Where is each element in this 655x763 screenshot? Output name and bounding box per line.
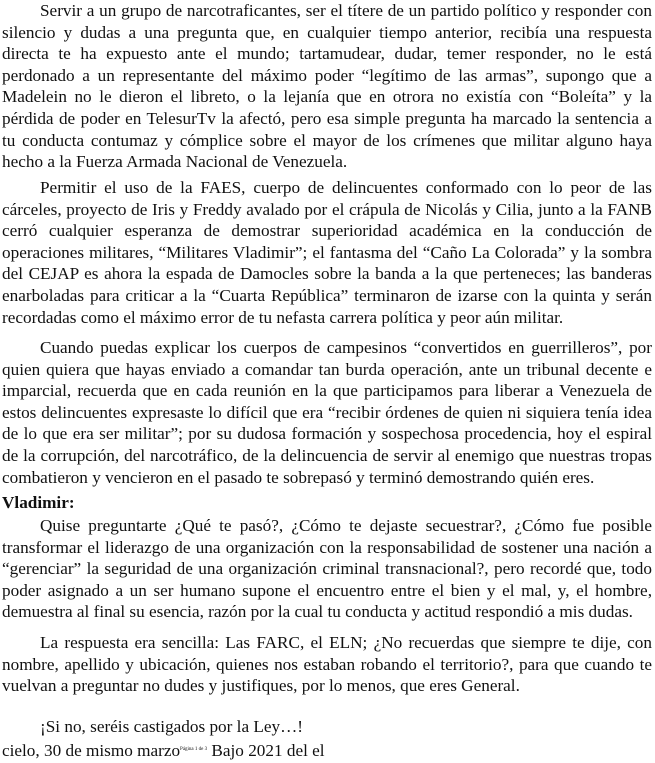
paragraph-3: Cuando puedas explicar los cuerpos de campesinos “convertidos en guerrilleros”, por quien quiera que hayas enviado a comandar tan burda operación, ante un tribunal decente e imparcial, recuerda que en cada reunión en la que participamos para liberar a Venezuela de estos delincuentes expresaste lo difícil que era “recibir órdenes de quien ni siquiera tenía idea de lo que era ser militar”; por su dudosa formación y sospechosa procedencia, hoy el espiral de la corrupción, del narcotráfico, de la delincuencia de servir al enemigo que nuestras tropas combatieron y vencieron en el pasado te sobrepasó y terminó demostrando quién eres.: [2, 338, 652, 487]
footer-part-1: cielo, 30 de: [2, 741, 82, 760]
closing-line: ¡Si no, seréis castigados por la Ley…!: [40, 717, 303, 736]
page-number-note: Página 1 de 3: [180, 747, 208, 752]
paragraph-4: Quise preguntarte ¿Qué te pasó?, ¿Cómo te dejaste secuestrar?, ¿Cómo fue posible transformar el liderazgo de una organización con la responsabilidad de sostener una nación a “gerenciar” la seguridad de una organización criminal transnacional?, pero recordé que, todo poder asignado a un ser humano supone el encuentro entre el bien y el mal, y, el hombre, demuestra al final su esencia, razón por la cual tu conducta y actitud respondió a mis dudas.: [2, 516, 652, 622]
footer-part-6: del el: [286, 741, 325, 760]
footer-part-3: marzo: [137, 741, 181, 760]
paragraph-2: Permitir el uso de la FAES, cuerpo de delincuentes conformado con lo peor de las cárceles, proyecto de Iris y Freddy avalado por el crápula de Nicolás y Cilia, junto a la FANB cerró cualquier esperanza de demostrar superioridad académica en la conducción de operaciones militares, “Militares Vladimir”; el fantasma del “Caño La Colorada” y la sombra del CEJAP es ahora la espada de Damocles sobre la banda a la que perteneces; las banderas enarboladas para criticar a la “Cuarta República” terminaron de izarse con la quinta y serán recordadas como el máximo error de tu nefasta carrera política y peor aún militar.: [2, 178, 652, 327]
footer-line: [2, 739, 325, 762]
section-heading: Vladimir:: [2, 493, 75, 512]
paragraph-1: Servir a un grupo de narcotraficantes, ser el títere de un partido político y responder con silencio y dudas a una pregunta que, en cualquier tiempo anterior, recibía una respuesta directa te ha expuesto ante el mundo; tartamudear, dudar, temer responder, no le está perdonado a un representante del máximo poder “legítimo de las armas”, supongo que a Madelein no le dieron el libreto, o la lejanía que en otrora no existía con “Boleíta” y la pérdida de poder en TelesurTv la afectó, pero esa simple pregunta ha marcado la sentencia a tu conducta contumaz y cómplice sobre el mayor de los crímenes que militar alguno haya hecho a la Fuerza Armada Nacional de Venezuela.: [2, 1, 652, 172]
paragraph-5: La respuesta era sencilla: Las FARC, el ELN; ¿No recuerdas que siempre te dije, con nombre, apellido y ubicación, quienes nos estaban robando el territorio?, para que cuando te vuelvan a preguntar no dudes y justifiques, por lo menos, que eres General.: [2, 633, 652, 696]
footer-part-2: mismo: [86, 741, 133, 760]
footer-part-4: Bajo: [211, 741, 244, 760]
footer-part-5: 2021: [248, 741, 283, 760]
